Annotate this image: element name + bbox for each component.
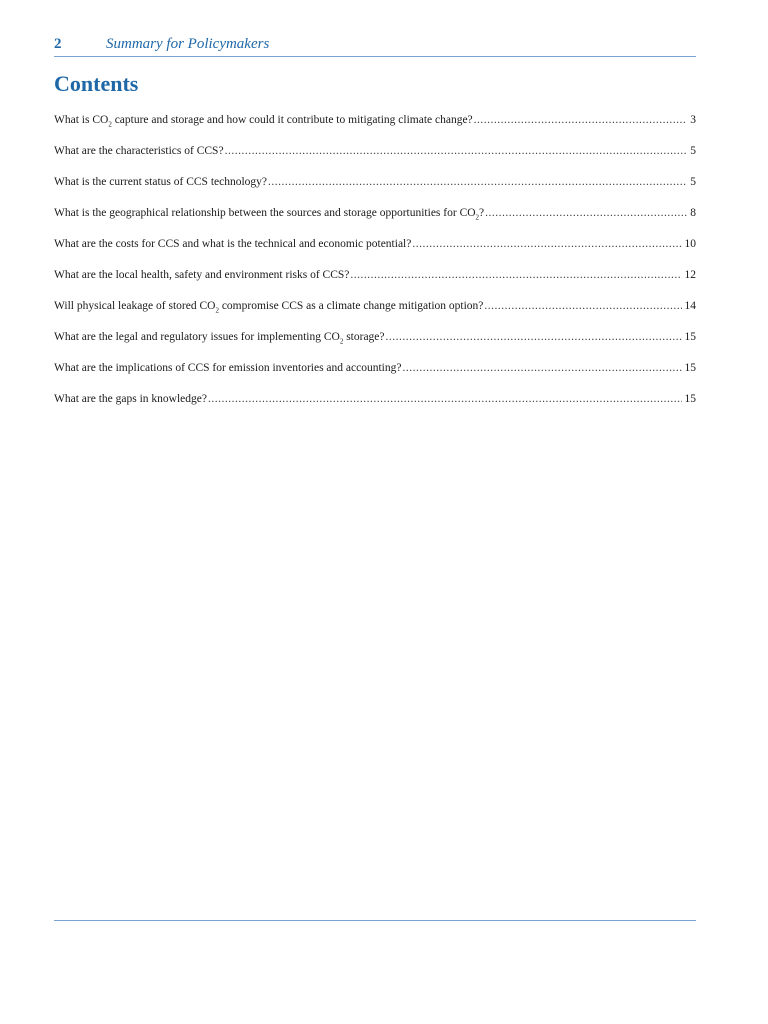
toc-entry[interactable] — [54, 329, 696, 360]
dot-leader — [350, 267, 681, 283]
toc-entry-title: What are the characteristics of CCS? — [54, 145, 224, 157]
footer-rule — [54, 920, 696, 921]
contents-title: Contents — [54, 71, 139, 96]
toc-entry-title: What are the legal and regulatory issues for implementing $CO_2$ storage? — [54, 331, 385, 346]
toc-page-number: 15 — [684, 331, 696, 343]
toc-entry-title: What is the current status of CCS technology? — [54, 176, 268, 188]
toc-page-number: 3 — [690, 114, 696, 126]
dot-leader — [208, 391, 682, 407]
toc-entry[interactable] — [54, 236, 696, 267]
dot-leader — [485, 205, 687, 221]
toc-entry[interactable] — [54, 143, 696, 174]
toc-page-number: 10 — [684, 238, 696, 250]
toc-entry-title: What are the costs for CCS and what is the technical and economic potential? — [54, 238, 412, 250]
toc-entry-title: Will physical leakage of stored $CO_2$ compromise CCS as a climate change mitigation option? — [54, 300, 484, 315]
subscript: 2 — [339, 337, 344, 346]
toc-entry-title: What are the implications of CCS for emission inventories and accounting? — [54, 362, 402, 374]
toc-entry[interactable] — [54, 205, 696, 236]
toc-page-number: 15 — [684, 362, 696, 374]
page-header — [54, 34, 696, 57]
toc-page-number: 15 — [684, 393, 696, 405]
toc-entry[interactable] — [54, 391, 696, 422]
dot-leader — [268, 174, 687, 190]
dot-leader — [225, 143, 688, 159]
subscript: 2 — [215, 306, 219, 315]
dot-leader — [386, 329, 682, 345]
table-of-contents — [54, 112, 696, 422]
dot-leader — [402, 360, 681, 376]
toc-page-number: 8 — [690, 207, 696, 219]
toc-entry-title: What is $CO_2$ capture and storage and how could it contribute to mitigating climate change? — [54, 114, 473, 129]
toc-entry-title: What are the gaps in knowledge? — [54, 393, 207, 405]
subscript: 2 — [475, 213, 480, 222]
dot-leader — [412, 236, 681, 252]
toc-page-number: 14 — [684, 300, 696, 312]
toc-page-number: 5 — [690, 176, 696, 188]
toc-entry-title: What is the geographical relationship between the sources and storage opportunities for $CO_2$? — [54, 207, 485, 222]
dot-leader — [484, 298, 681, 314]
subscript: 2 — [108, 120, 112, 129]
toc-entry[interactable] — [54, 267, 696, 298]
dot-leader — [474, 112, 688, 128]
toc-entry[interactable] — [54, 360, 696, 391]
toc-entry[interactable] — [54, 174, 696, 205]
toc-page-number: 12 — [684, 269, 696, 281]
toc-page-number: 5 — [690, 145, 696, 157]
toc-entry[interactable] — [54, 298, 696, 329]
page-number: 2 — [54, 36, 62, 52]
toc-entry[interactable] — [54, 112, 696, 143]
running-title: Summary for Policymakers — [106, 36, 270, 52]
toc-entry-title: What are the local health, safety and environment risks of CCS? — [54, 269, 350, 281]
